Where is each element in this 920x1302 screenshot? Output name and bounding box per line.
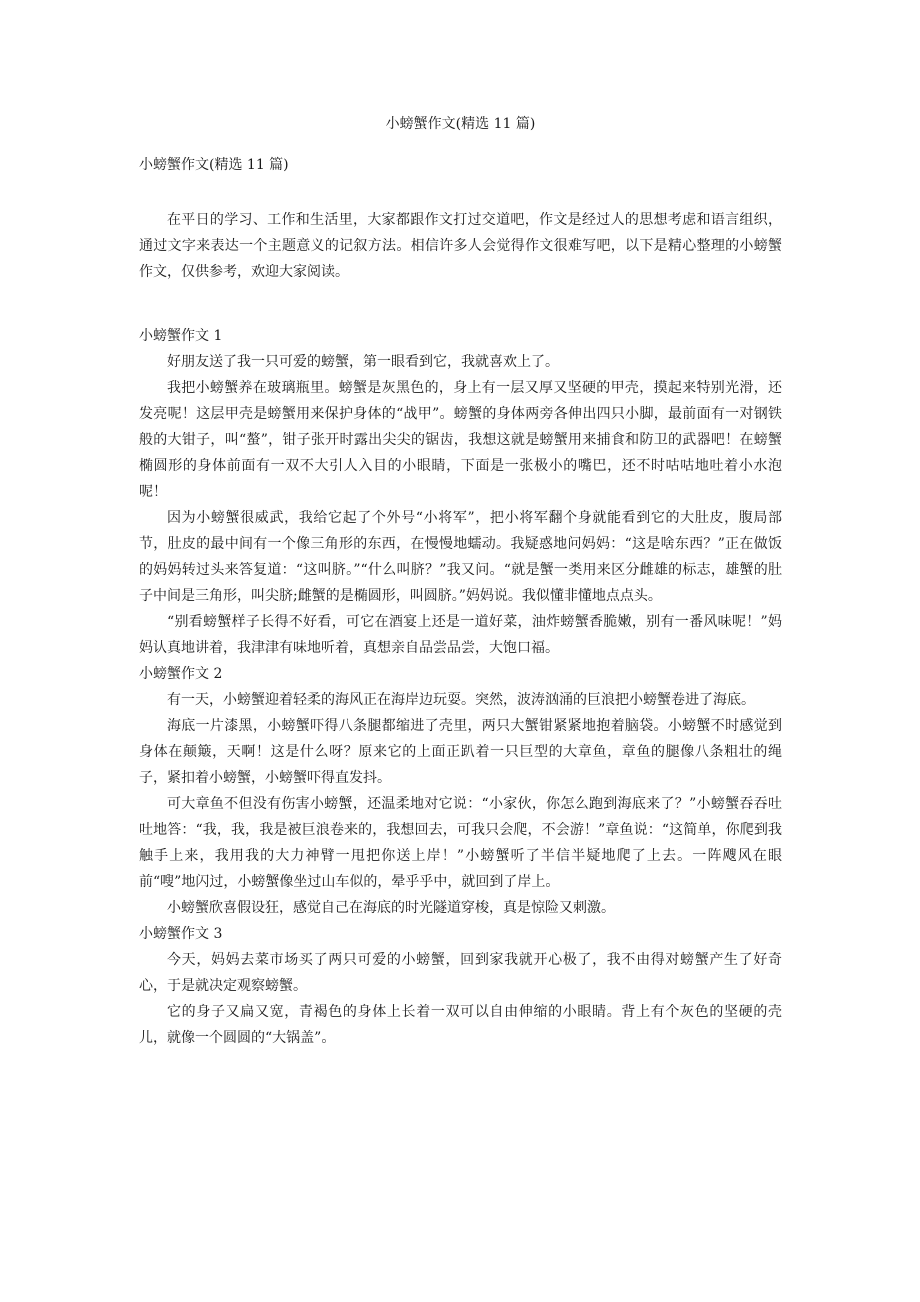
- intro-paragraph: 在平日的学习、工作和生活里，大家都跟作文打过交道吧，作文是经过人的思想考虑和语言组织，通过文字来表达一个主题意义的记叙方法。相信许多人会觉得作文很难写吧，以下是精心整理的小螃蟹作文，仅供参考，欢迎大家阅读。: [139, 212, 782, 280]
- paragraph: 因为小螃蟹很威武，我给它起了个外号“小将军”，把小将军翻个身就能看到它的大肚皮，腹局部节，肚皮的最中间有一个像三角形的东西，在慢慢地蠕动。我疑惑地问妈妈：“这是啥东西？”正在做饭的妈妈转过头来答复道：“这叫脐。”“什么叫脐？”我又问。“就是蟹一类用来区分雌雄的标志，雄蟹的肚子中间是三角形，叫尖脐;雌蟹的是椭圆形，叫圆脐。”妈妈说。我似懂非懂地点点头。: [139, 510, 782, 604]
- paragraph: 有一天，小螃蟹迎着轻柔的海风正在海岸边玩耍。突然，波涛汹涌的巨浪把小螃蟹卷进了海底。: [167, 692, 755, 708]
- paragraph: 可大章鱼不但没有伤害小螃蟹，还温柔地对它说：“小家伙，你怎么跑到海底来了？”小螃蟹吞吞吐吐地答：“我，我，我是被巨浪卷来的，我想回去，可我只会爬，不会游！”章鱼说：“这简单，你爬到我触手上来，我用我的大力神臂一甩把你送上岸！”小螃蟹听了半信半疑地爬了上去。一阵飕风在眼前“嗖”地闪过，小螃蟹像坐过山车似的，晕乎乎中，就回到了岸上。: [139, 796, 782, 890]
- paragraph: 我把小螃蟹养在玻璃瓶里。螃蟹是灰黑色的，身上有一层又厚又坚硬的甲壳，摸起来特别光滑，还发亮呢！这层甲壳是螃蟹用来保护身体的“战甲”。螃蟹的身体两旁各伸出四只小脚，最前面有一对钢铁般的大钳子，叫“螯”，钳子张开时露出尖尖的锯齿，我想这就是螃蟹用来捕食和防卫的武器吧！在螃蟹椭圆形的身体前面有一双不大引人入目的小眼睛，下面是一张极小的嘴巴，还不时咕咕地吐着小水泡呢！: [139, 380, 782, 500]
- paragraph: 今天，妈妈去菜市场买了两只可爱的小螃蟹，回到家我就开心极了，我不由得对螃蟹产生了好奇心，于是就决定观察螃蟹。: [139, 952, 782, 994]
- essay-section-3: [139, 921, 782, 1051]
- essay-section-2: [139, 661, 782, 921]
- section-heading: 小螃蟹作文 3: [139, 926, 223, 942]
- paragraph: 小螃蟹欣喜假设狂，感觉自己在海底的时光隧道穿梭，真是惊险又刺激。: [167, 900, 615, 916]
- paragraph: 它的身子又扁又宽，青褐色的身体上长着一双可以自由伸缩的小眼睛。背上有个灰色的坚硬的壳儿，就像一个圆圆的“大锅盖”。: [139, 1004, 782, 1046]
- paragraph: 海底一片漆黑，小螃蟹吓得八条腿都缩进了壳里，两只大蟹钳紧紧地抱着脑袋。小螃蟹不时感觉到身体在颠簸，天啊！这是什么呀？原来它的上面正趴着一只巨型的大章鱼，章鱼的腿像八条粗壮的绳子，紧扣着小螃蟹，小螃蟹吓得直发抖。: [139, 718, 782, 786]
- paragraph: 好朋友送了我一只可爱的螃蟹，第一眼看到它，我就喜欢上了。: [167, 354, 559, 370]
- document-title: 小螃蟹作文(精选 11 篇): [385, 116, 536, 132]
- section-heading: 小螃蟹作文 1: [139, 328, 223, 344]
- section-heading: 小螃蟹作文 2: [139, 666, 223, 682]
- paragraph: “别看螃蟹样子长得不好看，可它在酒宴上还是一道好菜，油炸螃蟹香脆嫩，别有一番风味呢！”妈妈认真地讲着，我津津有味地听着，真想亲自品尝品尝，大饱口福。: [139, 614, 782, 656]
- document-subtitle: 小螃蟹作文(精选 11 篇): [139, 157, 289, 173]
- essay-section-1: [139, 323, 782, 661]
